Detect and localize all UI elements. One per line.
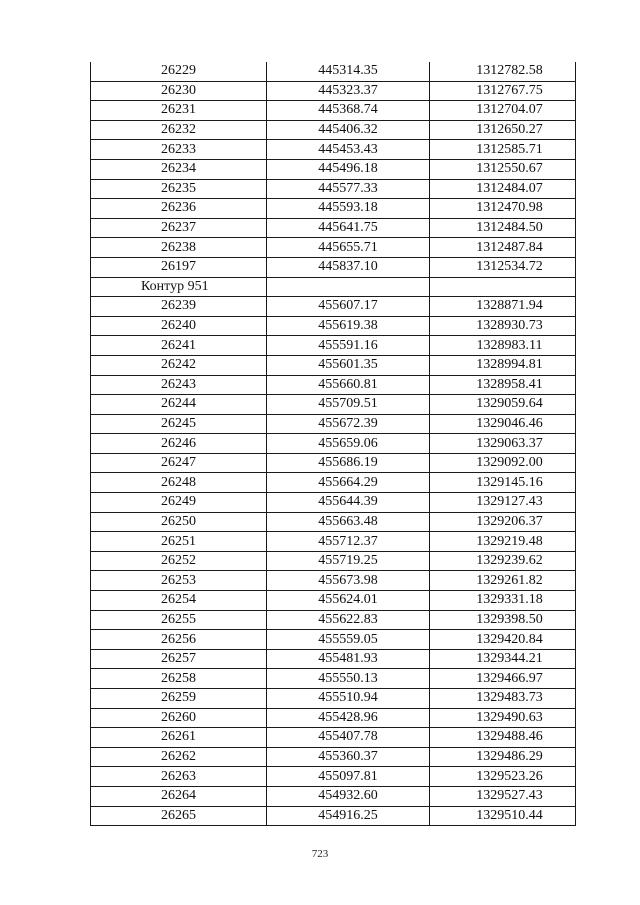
table-row (91, 669, 576, 689)
y-coordinate-cell: 1329488.46 (430, 728, 576, 748)
x-coordinate-cell: 455663.48 (267, 512, 430, 532)
x-coordinate-cell: 455660.81 (267, 375, 430, 395)
point-number-cell: 26231 (91, 101, 267, 121)
x-coordinate-cell: 455591.16 (267, 336, 430, 356)
y-coordinate-cell: 1328871.94 (430, 297, 576, 317)
point-number-cell: 26254 (91, 591, 267, 611)
y-coordinate-cell: 1312470.98 (430, 199, 576, 219)
point-number-cell: 26251 (91, 532, 267, 552)
y-coordinate-cell: 1329466.97 (430, 669, 576, 689)
x-coordinate-cell: 455719.25 (267, 551, 430, 571)
x-coordinate-cell: 455428.96 (267, 708, 430, 728)
table-row (91, 689, 576, 709)
x-coordinate-cell: 455624.01 (267, 591, 430, 611)
x-coordinate-cell: 454932.60 (267, 786, 430, 806)
table-row (91, 120, 576, 140)
x-coordinate-cell: 455659.06 (267, 434, 430, 454)
table-row (91, 62, 576, 81)
table-row (91, 493, 576, 513)
x-coordinate-cell: 445406.32 (267, 120, 430, 140)
table-row (91, 571, 576, 591)
section-label: Контур 951 (91, 277, 267, 297)
y-coordinate-cell: 1329127.43 (430, 493, 576, 513)
table-row (91, 81, 576, 101)
y-coordinate-cell: 1312704.07 (430, 101, 576, 121)
x-coordinate-cell: 445496.18 (267, 159, 430, 179)
x-coordinate-cell: 455601.35 (267, 355, 430, 375)
point-number-cell: 26242 (91, 355, 267, 375)
y-coordinate-cell: 1329344.21 (430, 649, 576, 669)
y-coordinate-cell: 1312534.72 (430, 257, 576, 277)
y-coordinate-cell: 1329527.43 (430, 786, 576, 806)
x-coordinate-cell: 445314.35 (267, 62, 430, 81)
point-number-cell: 26250 (91, 512, 267, 532)
x-coordinate-cell: 455619.38 (267, 316, 430, 336)
point-number-cell: 26262 (91, 747, 267, 767)
table-row (91, 218, 576, 238)
y-coordinate-cell: 1312767.75 (430, 81, 576, 101)
table-row (91, 453, 576, 473)
table-row (91, 355, 576, 375)
point-number-cell: 26252 (91, 551, 267, 571)
x-coordinate-cell: 445593.18 (267, 199, 430, 219)
x-coordinate-cell: 445577.33 (267, 179, 430, 199)
y-coordinate-cell: 1329490.63 (430, 708, 576, 728)
y-coordinate-cell: 1312484.50 (430, 218, 576, 238)
point-number-cell: 26240 (91, 316, 267, 336)
y-coordinate-cell: 1312550.67 (430, 159, 576, 179)
point-number-cell: 26237 (91, 218, 267, 238)
point-number-cell: 26260 (91, 708, 267, 728)
point-number-cell: 26232 (91, 120, 267, 140)
x-coordinate-cell: 445641.75 (267, 218, 430, 238)
x-coordinate-cell: 455550.13 (267, 669, 430, 689)
table-row (91, 297, 576, 317)
table-row (91, 767, 576, 787)
point-number-cell: 26257 (91, 649, 267, 669)
y-coordinate-cell: 1329510.44 (430, 806, 576, 826)
point-number-cell: 26234 (91, 159, 267, 179)
x-coordinate-cell: 445837.10 (267, 257, 430, 277)
y-coordinate-cell: 1312650.27 (430, 120, 576, 140)
y-coordinate-cell: 1312487.84 (430, 238, 576, 258)
y-coordinate-cell: 1329145.16 (430, 473, 576, 493)
point-number-cell: 26249 (91, 493, 267, 513)
table-row (91, 434, 576, 454)
table-row (91, 649, 576, 669)
y-coordinate-cell: 1328994.81 (430, 355, 576, 375)
y-coordinate-cell: 1312782.58 (430, 62, 576, 81)
table-row (91, 708, 576, 728)
point-number-cell: 26229 (91, 62, 267, 81)
y-coordinate-cell: 1329331.18 (430, 591, 576, 611)
point-number-cell: 26259 (91, 689, 267, 709)
empty-cell (267, 277, 430, 297)
point-number-cell: 26261 (91, 728, 267, 748)
point-number-cell: 26264 (91, 786, 267, 806)
point-number-cell: 26197 (91, 257, 267, 277)
point-number-cell: 26258 (91, 669, 267, 689)
y-coordinate-cell: 1329398.50 (430, 610, 576, 630)
coordinates-table-container (90, 62, 575, 826)
table-row (91, 532, 576, 552)
x-coordinate-cell: 455686.19 (267, 453, 430, 473)
table-row (91, 179, 576, 199)
point-number-cell: 26236 (91, 199, 267, 219)
x-coordinate-cell: 455622.83 (267, 610, 430, 630)
point-number-cell: 26253 (91, 571, 267, 591)
table-row (91, 786, 576, 806)
y-coordinate-cell: 1329046.46 (430, 414, 576, 434)
x-coordinate-cell: 455672.39 (267, 414, 430, 434)
table-row (91, 610, 576, 630)
y-coordinate-cell: 1329206.37 (430, 512, 576, 532)
y-coordinate-cell: 1312585.71 (430, 140, 576, 160)
point-number-cell: 26255 (91, 610, 267, 630)
table-row (91, 473, 576, 493)
table-row (91, 512, 576, 532)
y-coordinate-cell: 1329261.82 (430, 571, 576, 591)
y-coordinate-cell: 1329239.62 (430, 551, 576, 571)
table-row (91, 630, 576, 650)
table-row (91, 199, 576, 219)
point-number-cell: 26256 (91, 630, 267, 650)
table-row (91, 316, 576, 336)
table-row (91, 747, 576, 767)
table-row (91, 728, 576, 748)
table-row (91, 591, 576, 611)
y-coordinate-cell: 1329219.48 (430, 532, 576, 552)
page-number: 723 (311, 848, 329, 860)
coordinates-table-body (91, 62, 576, 826)
y-coordinate-cell: 1329420.84 (430, 630, 576, 650)
x-coordinate-cell: 455559.05 (267, 630, 430, 650)
x-coordinate-cell: 454916.25 (267, 806, 430, 826)
table-row (91, 395, 576, 415)
point-number-cell: 26245 (91, 414, 267, 434)
x-coordinate-cell: 455664.29 (267, 473, 430, 493)
x-coordinate-cell: 455673.98 (267, 571, 430, 591)
x-coordinate-cell: 455607.17 (267, 297, 430, 317)
x-coordinate-cell: 455644.39 (267, 493, 430, 513)
y-coordinate-cell: 1329059.64 (430, 395, 576, 415)
point-number-cell: 26244 (91, 395, 267, 415)
x-coordinate-cell: 455097.81 (267, 767, 430, 787)
x-coordinate-cell: 455712.37 (267, 532, 430, 552)
y-coordinate-cell: 1329483.73 (430, 689, 576, 709)
table-row (91, 375, 576, 395)
point-number-cell: 26238 (91, 238, 267, 258)
y-coordinate-cell: 1328930.73 (430, 316, 576, 336)
table-row (91, 101, 576, 121)
empty-cell (430, 277, 576, 297)
coordinates-table (90, 62, 576, 826)
y-coordinate-cell: 1329063.37 (430, 434, 576, 454)
y-coordinate-cell: 1328983.11 (430, 336, 576, 356)
x-coordinate-cell: 455709.51 (267, 395, 430, 415)
x-coordinate-cell: 445655.71 (267, 238, 430, 258)
point-number-cell: 26239 (91, 297, 267, 317)
point-number-cell: 26233 (91, 140, 267, 160)
point-number-cell: 26263 (91, 767, 267, 787)
x-coordinate-cell: 455481.93 (267, 649, 430, 669)
point-number-cell: 26241 (91, 336, 267, 356)
table-row (91, 336, 576, 356)
x-coordinate-cell: 445453.43 (267, 140, 430, 160)
table-row (91, 257, 576, 277)
x-coordinate-cell: 455510.94 (267, 689, 430, 709)
point-number-cell: 26248 (91, 473, 267, 493)
y-coordinate-cell: 1328958.41 (430, 375, 576, 395)
x-coordinate-cell: 455360.37 (267, 747, 430, 767)
point-number-cell: 26235 (91, 179, 267, 199)
y-coordinate-cell: 1329092.00 (430, 453, 576, 473)
table-row (91, 238, 576, 258)
point-number-cell: 26247 (91, 453, 267, 473)
section-row (91, 277, 576, 297)
point-number-cell: 26230 (91, 81, 267, 101)
point-number-cell: 26265 (91, 806, 267, 826)
x-coordinate-cell: 445323.37 (267, 81, 430, 101)
table-row (91, 140, 576, 160)
table-row (91, 806, 576, 826)
point-number-cell: 26243 (91, 375, 267, 395)
point-number-cell: 26246 (91, 434, 267, 454)
x-coordinate-cell: 445368.74 (267, 101, 430, 121)
x-coordinate-cell: 455407.78 (267, 728, 430, 748)
table-row (91, 551, 576, 571)
table-row (91, 414, 576, 434)
y-coordinate-cell: 1329523.26 (430, 767, 576, 787)
table-row (91, 159, 576, 179)
y-coordinate-cell: 1312484.07 (430, 179, 576, 199)
y-coordinate-cell: 1329486.29 (430, 747, 576, 767)
